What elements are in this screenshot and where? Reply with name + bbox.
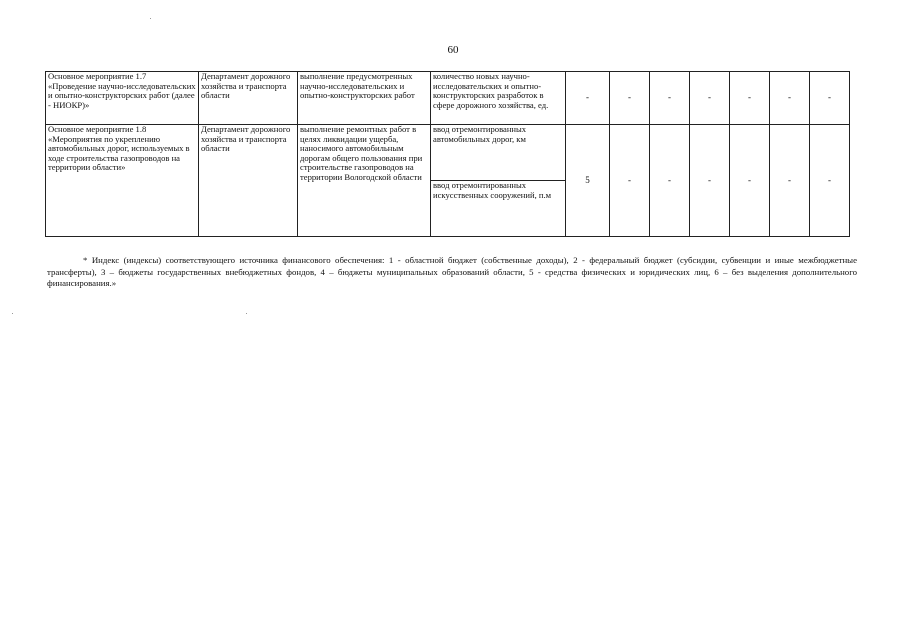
value-cell: -	[610, 72, 650, 125]
page-number: 60	[447, 44, 459, 56]
value-cell: -	[770, 125, 810, 237]
value-cell: -	[730, 72, 770, 125]
indicator-cell: ввод отремонтированных искусственных сооружений, п.м	[431, 181, 566, 237]
table-row	[46, 72, 850, 125]
scan-speck	[150, 18, 151, 19]
footnote: * Индекс (индексы) соответствующего источника финансового обеспечения: 1 - областной бюджет (собственные доходы), 2 - федеральный бюджет (субсидии, субвенции и иные межбюджетные трансферты), 3 – бюджеты государственных внебюджетных фондов, 4 – бюджеты муниципальных образований области, 5 - средства физических и юридических лиц, 6 – без выделения дополнительного финансирования.»	[47, 255, 857, 288]
value-cell: -	[650, 72, 690, 125]
value-cell: -	[770, 72, 810, 125]
activity-cell: Основное мероприятие 1.7 «Проведение научно-исследовательских и опытно-конструкторских работ (далее - НИОКР)»	[46, 72, 199, 125]
indicator-cell: количество новых научно-исследовательских и опытно-конструкторских разработок в сфере дорожного хозяйства, ед.	[431, 72, 566, 125]
value-cell: -	[810, 72, 850, 125]
value-cell: -	[730, 125, 770, 237]
indicator-cell: ввод отремонтированных автомобильных дорог, км	[431, 125, 566, 181]
table-row	[46, 125, 850, 181]
value-cell: -	[650, 125, 690, 237]
value-cell: -	[610, 125, 650, 237]
value-cell: -	[690, 72, 730, 125]
value-cell: -	[566, 72, 610, 125]
value-cell: -	[690, 125, 730, 237]
value-cell: 5	[566, 125, 610, 237]
scan-speck	[246, 313, 247, 314]
executor-cell: Департамент дорожного хозяйства и транспорта области	[199, 72, 298, 125]
content-cell: выполнение предусмотренных научно-исследовательских и опытно-конструкторских работ	[298, 72, 431, 125]
executor-cell: Департамент дорожного хозяйства и транспорта области	[199, 125, 298, 237]
activities-table	[45, 71, 850, 237]
activity-cell: Основное мероприятие 1.8 «Мероприятия по укреплению автомобильных дорог, используемых в ходе строительства газопроводов на территории области»	[46, 125, 199, 237]
content-cell: выполнение ремонтных работ в целях ликвидации ущерба, наносимого автомобильным дорогам общего пользования при строительстве газопроводов на территории Вологодской области	[298, 125, 431, 237]
scan-speck	[12, 313, 13, 314]
value-cell: -	[810, 125, 850, 237]
